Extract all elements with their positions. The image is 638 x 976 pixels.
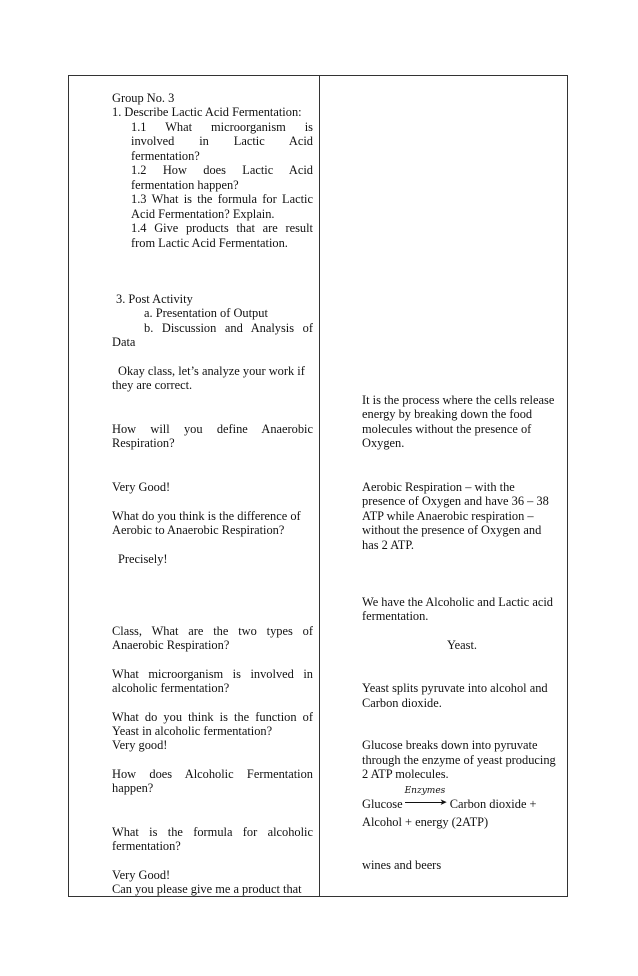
- teacher-microorganism-line2: alcoholic fermentation?: [112, 681, 230, 695]
- teacher-how-line2: happen?: [112, 781, 154, 795]
- formula-products: Carbon dioxide +: [446, 797, 537, 811]
- student-definition-line3: molecules without the presence of: [362, 422, 532, 436]
- student-difference-line4: without the presence of Oxygen and: [362, 523, 542, 537]
- column-divider: [319, 75, 320, 897]
- post-activity-a: a. Presentation of Output: [144, 306, 268, 320]
- student-definition-line4: Oxygen.: [362, 436, 405, 450]
- student-difference-line2: presence of Oxygen and have 36 – 38: [362, 494, 549, 508]
- teacher-microorganism-line1: What microorganism is involved in: [112, 667, 313, 681]
- student-split-line2: Carbon dioxide.: [362, 696, 442, 710]
- question-1: 1. Describe Lactic Acid Fermentation:: [112, 105, 302, 119]
- student-definition-line1: It is the process where the cells release: [362, 393, 555, 407]
- teacher-formula-line1: What is the formula for alcoholic: [112, 825, 313, 839]
- formula-products-line2: Alcohol + energy (2ATP): [362, 815, 489, 829]
- question-1-1-line2: involved in Lactic Acid: [131, 134, 313, 148]
- post-activity-b-cont: Data: [112, 335, 136, 349]
- group-heading: Group No. 3: [112, 91, 175, 105]
- question-1-1-line3: fermentation?: [131, 149, 200, 163]
- teacher-difference-line1: What do you think is the difference of: [112, 509, 301, 523]
- formula-reactant: Glucose: [362, 797, 403, 811]
- student-difference-line3: ATP while Anaerobic respiration –: [362, 509, 534, 523]
- student-types-line2: fermentation.: [362, 609, 429, 623]
- student-glucose-line3: 2 ATP molecules.: [362, 767, 449, 781]
- teacher-function-line1: What do you think is the function of: [112, 710, 313, 724]
- student-yeast: Yeast.: [446, 638, 478, 652]
- formula-enzyme-label: Enzymes: [404, 786, 446, 796]
- teacher-okay-line2: they are correct.: [112, 378, 193, 392]
- teacher-very-good-1: Very Good!: [112, 480, 171, 494]
- teacher-very-good-3: Very Good!: [112, 868, 171, 882]
- reaction-arrow: [403, 786, 448, 808]
- question-1-4-line1: 1.4 Give products that are result: [131, 221, 313, 235]
- teacher-product-line1: Can you please give me a product that: [112, 882, 302, 896]
- teacher-types-line1: Class, What are the two types of: [112, 624, 313, 638]
- student-split-line1: Yeast splits pyruvate into alcohol and: [362, 681, 548, 695]
- post-activity-heading: 3. Post Activity: [116, 292, 193, 306]
- student-wines: wines and beers: [362, 858, 442, 872]
- teacher-define-line1: How will you define Anaerobic: [112, 422, 313, 436]
- question-1-2-line2: fermentation happen?: [131, 178, 239, 192]
- student-difference-line1: Aerobic Respiration – with the: [362, 480, 515, 494]
- question-1-1-line1: 1.1 What microorganism is: [131, 120, 313, 134]
- teacher-function-line2: Yeast in alcoholic fermentation?: [112, 724, 273, 738]
- student-glucose-line1: Glucose breaks down into pyruvate: [362, 738, 538, 752]
- post-activity-b: b. Discussion and Analysis of: [144, 321, 313, 335]
- teacher-difference-line2: Aerobic to Anaerobic Respiration?: [112, 523, 285, 537]
- student-definition-line2: energy by breaking down the food: [362, 407, 533, 421]
- teacher-define-line2: Respiration?: [112, 436, 175, 450]
- question-1-4-line2: from Lactic Acid Fermentation.: [131, 236, 288, 250]
- question-1-2-line1: 1.2 How does Lactic Acid: [131, 163, 313, 177]
- arrow-head-icon: ➤: [439, 797, 448, 807]
- teacher-very-good-2: Very good!: [112, 738, 168, 752]
- question-1-3-line1: 1.3 What is the formula for Lactic: [131, 192, 313, 206]
- student-types-line1: We have the Alcoholic and Lactic acid: [362, 595, 553, 609]
- teacher-how-line1: How does Alcoholic Fermentation: [112, 767, 313, 781]
- teacher-types-line2: Anaerobic Respiration?: [112, 638, 230, 652]
- student-glucose-line2: through the enzyme of yeast producing: [362, 753, 556, 767]
- teacher-precisely: Precisely!: [118, 552, 168, 566]
- student-difference-line5: has 2 ATP.: [362, 538, 414, 552]
- arrow-line: [405, 802, 443, 803]
- teacher-okay-line1: Okay class, let’s analyze your work if: [118, 364, 305, 378]
- question-1-3-line2: Acid Fermentation? Explain.: [131, 207, 275, 221]
- fermentation-formula: [362, 786, 537, 812]
- teacher-formula-line2: fermentation?: [112, 839, 181, 853]
